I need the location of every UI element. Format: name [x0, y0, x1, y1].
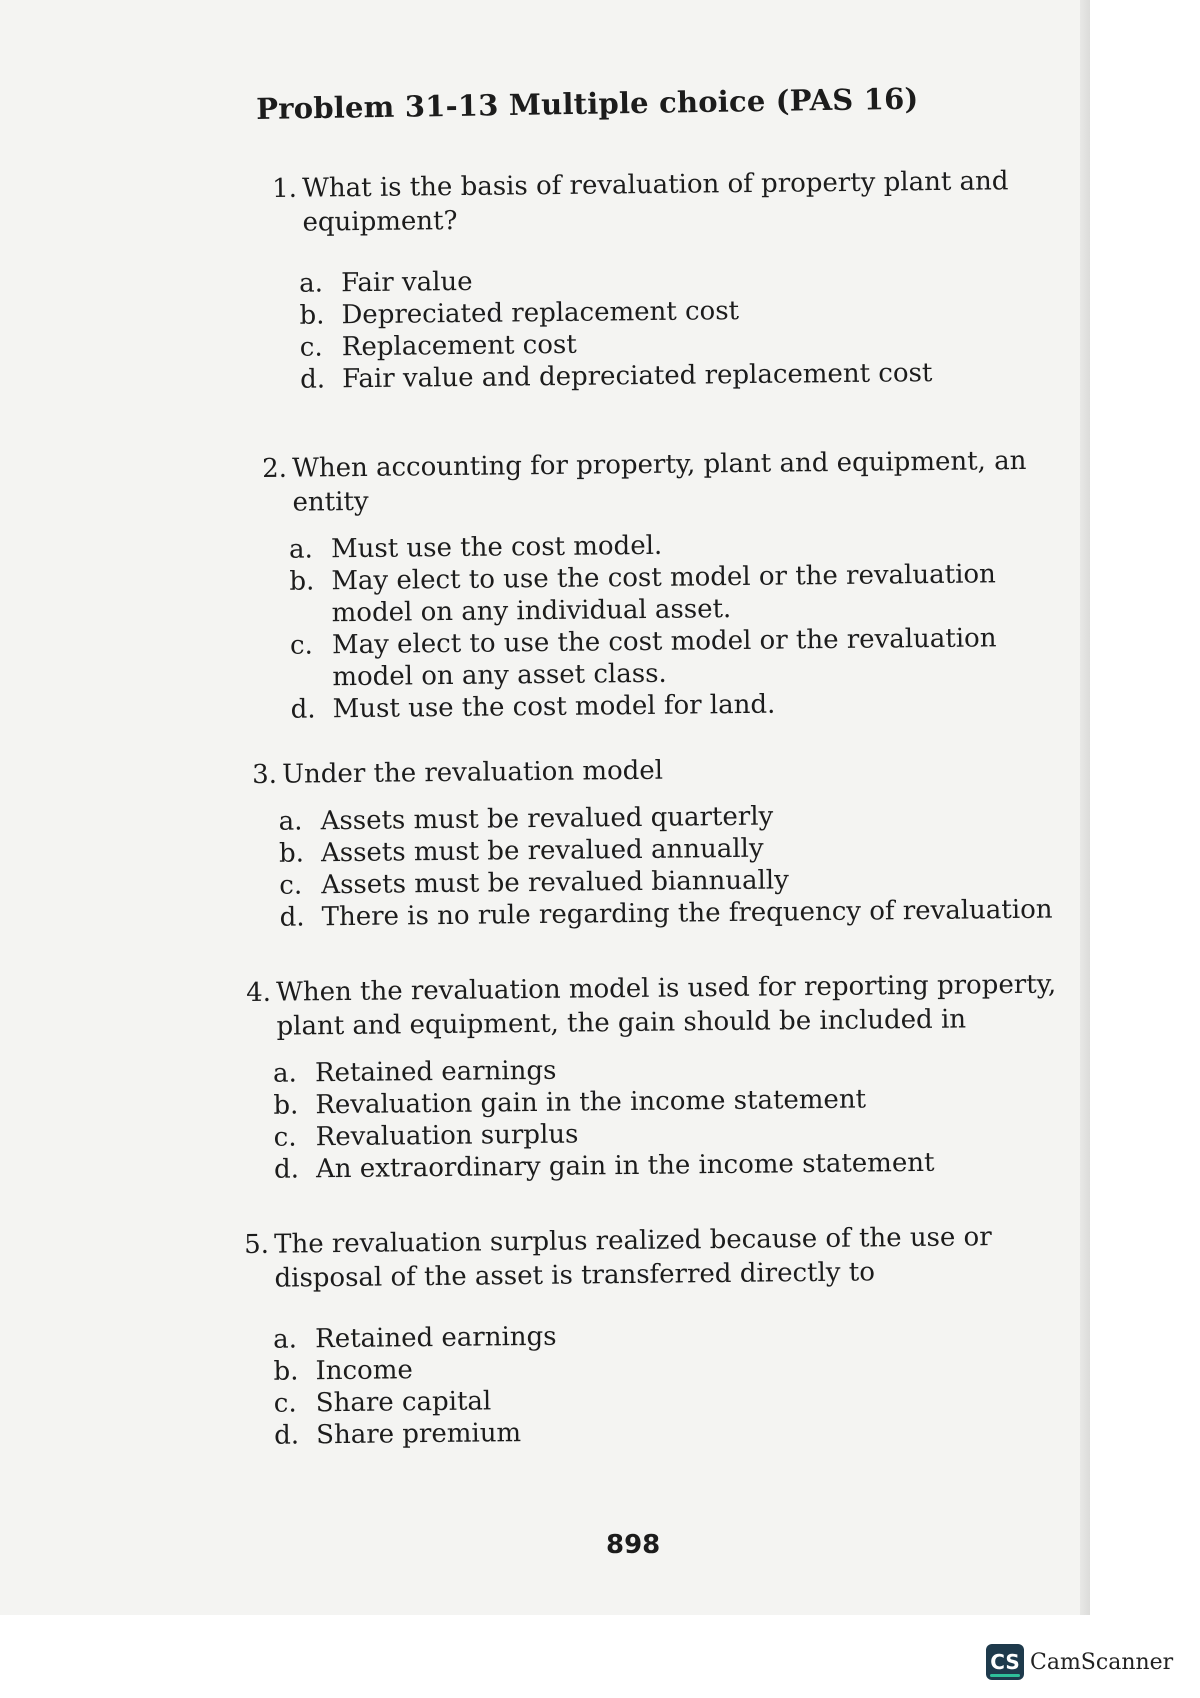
option-d [300, 356, 1011, 395]
option-letter: b. [299, 300, 325, 331]
option-text: Fair value and depreciated replacement cost [342, 358, 933, 395]
option-d [274, 1146, 1058, 1186]
question-stem [244, 1220, 992, 1296]
option-list [289, 526, 1029, 726]
option-text: Depreciated replacement cost [341, 296, 740, 331]
option-text: Revaluation surplus [315, 1119, 579, 1153]
option-letter: d. [290, 694, 316, 725]
option-text: Assets must be revalued annually [320, 833, 764, 869]
option-text: Revaluation gain in the income statement [315, 1084, 867, 1121]
option-letter: c. [299, 332, 323, 363]
option-d [274, 1412, 994, 1452]
camscanner-logo-icon: CS [986, 1644, 1024, 1680]
option-letter: b. [273, 1356, 299, 1387]
question-text: When accounting for property, plant and equipment, an entity [292, 445, 1027, 518]
camscanner-watermark [986, 1644, 1173, 1680]
question-text: Under the revaluation model [282, 755, 664, 790]
option-text: Must use the cost model for land. [332, 689, 776, 725]
option-letter: d. [274, 1420, 300, 1451]
question-text: What is the basis of revaluation of property plant and equipment? [302, 166, 1009, 238]
option-letter: b. [278, 838, 305, 869]
question-5 [244, 1220, 994, 1452]
option-letter: c. [289, 630, 314, 661]
option-letter: d. [300, 364, 326, 395]
option-letter: a. [272, 1058, 297, 1089]
problem-title: Problem 31-13 Multiple choice (PAS 16) [256, 81, 919, 126]
question-text: When the revaluation model is used for reporting property, plant and equipment, the gain should be included in [276, 969, 1057, 1042]
question-stem [272, 164, 1009, 240]
question-stem [262, 444, 1027, 520]
question-number: 2. [262, 453, 288, 484]
option-list [273, 1050, 1058, 1186]
option-letter: a. [299, 268, 324, 299]
option-text: Replacement cost [341, 329, 577, 363]
option-letter: b. [289, 566, 315, 597]
option-text: There is no rule regarding the frequency of revaluation [321, 894, 1053, 933]
option-text: Share premium [316, 1418, 522, 1451]
option-text: Retained earnings [315, 1321, 557, 1355]
option-letter: a. [288, 534, 313, 565]
option-b [289, 558, 1028, 630]
option-letter: a. [278, 806, 303, 837]
page-number: 898 [606, 1530, 661, 1560]
question-stem [252, 750, 1051, 792]
option-text: Share capital [315, 1386, 492, 1419]
option-d [291, 686, 1030, 726]
option-text: Assets must be revalued biannually [321, 865, 789, 901]
question-stem [246, 968, 1057, 1044]
question-text: The revaluation surplus realized because of the use or disposal of the asset is transferred directly to [274, 1222, 992, 1294]
question-1 [272, 164, 1011, 396]
option-letter: c. [273, 1388, 297, 1419]
question-number: 1. [272, 173, 298, 204]
option-letter: a. [273, 1324, 298, 1355]
option-letter: b. [273, 1090, 299, 1121]
question-number: 4. [246, 977, 272, 1008]
option-c [290, 622, 1029, 694]
option-letter: c. [279, 870, 303, 901]
option-text: Income [315, 1355, 413, 1387]
question-4 [246, 968, 1058, 1186]
option-list [279, 798, 1053, 934]
camscanner-name: CamScanner [1030, 1649, 1174, 1675]
option-text: Assets must be revalued quarterly [320, 801, 774, 837]
option-list [273, 1316, 994, 1452]
option-letter: c. [273, 1122, 297, 1153]
question-3 [252, 750, 1053, 934]
option-d [280, 894, 1053, 934]
option-text: Must use the cost model. [330, 530, 663, 565]
option-list [299, 260, 1011, 395]
option-text: Fair value [341, 266, 473, 299]
option-letter: d. [273, 1154, 300, 1185]
option-text: An extraordinary gain in the income statement [315, 1147, 935, 1185]
option-letter: d. [279, 902, 305, 933]
question-number: 3. [252, 759, 278, 790]
question-number: 5. [244, 1229, 270, 1260]
option-text: May elect to use the cost model or the revaluation model on any asset class. [331, 623, 997, 693]
option-text: May elect to use the cost model or the revaluation model on any individual asset. [331, 559, 996, 629]
question-2 [262, 444, 1029, 726]
option-text: Retained earnings [314, 1055, 557, 1089]
